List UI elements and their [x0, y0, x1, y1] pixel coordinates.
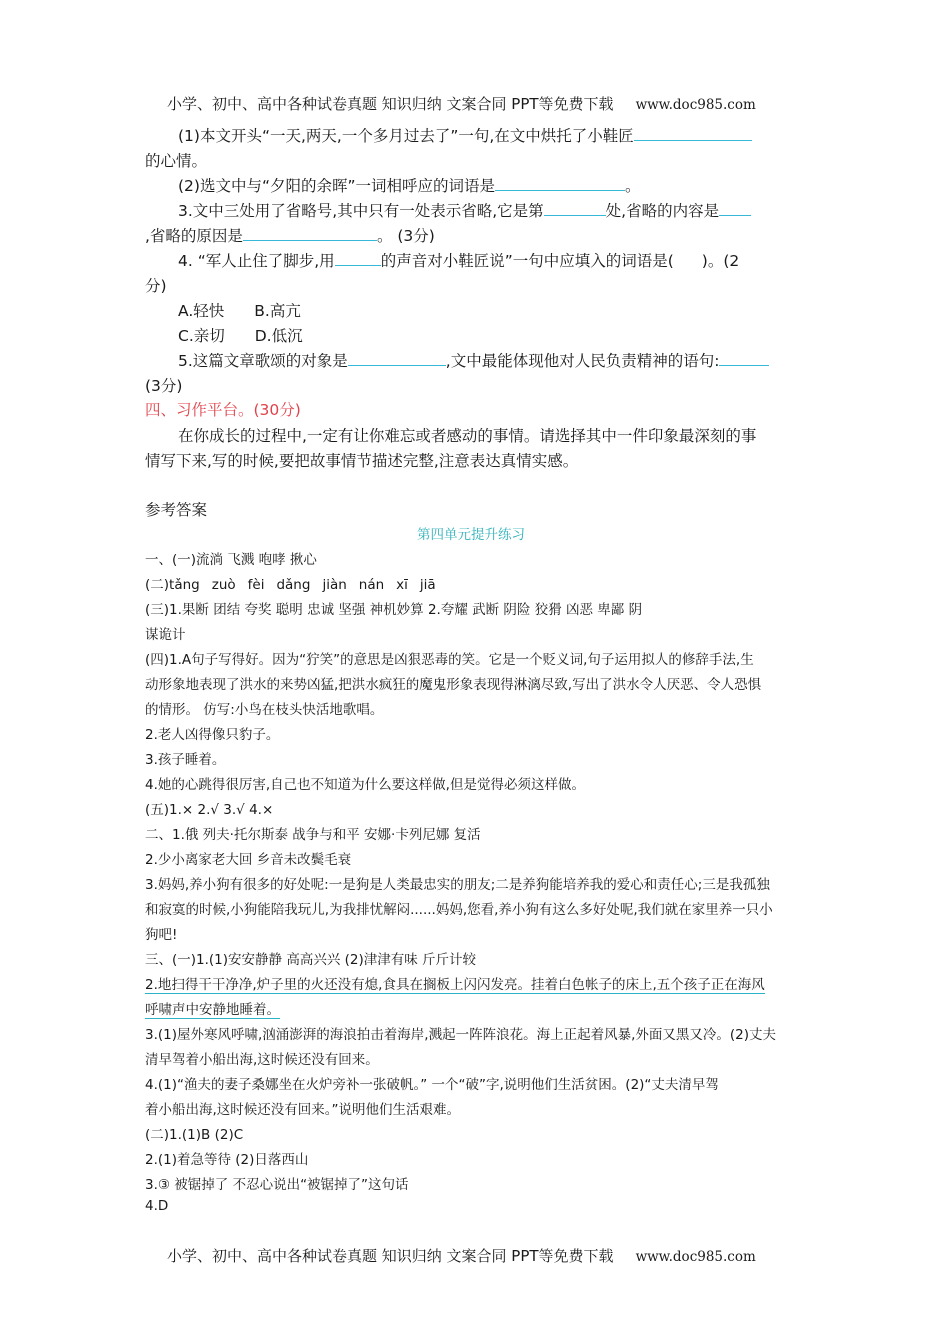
option-row-2: [178, 324, 303, 346]
question-5: 5.这篇文章歌颂的对象是 ,文中最能体现他对人民负责精神的语句:: [178, 349, 769, 371]
answer-3-2-line2: 呼啸声中安静地睡着。: [145, 1002, 280, 1018]
option-c[interactable]: C.亲切: [178, 327, 225, 345]
answer-1-5: (五)1.× 2.√ 3.√ 4.×: [145, 802, 274, 818]
option-b[interactable]: B.高亢: [254, 302, 301, 320]
answer-3-3-line1: 3.(1)屋外寒风呼啸,汹涌澎湃的海浪拍击着海岸,溅起一阵阵浪花。海上正起着风暴,外面又黑又冷。(2)丈夫: [145, 1027, 776, 1043]
essay-prompt-line2: 情写下来,写的时候,要把故事情节描述完整,注意表达真情实感。: [145, 452, 579, 470]
answer-3b-4: 4.D: [145, 1198, 169, 1214]
answer-blank[interactable]: [335, 251, 381, 266]
answer-1-2: (二)tǎng zuò fèi dǎng jiàn nán xī jiā: [145, 577, 436, 593]
footer-text: 小学、初中、高中各种试卷真题 知识归纳 文案合同 PPT等免费下载: [167, 1247, 614, 1265]
header-url: www.doc985.com: [635, 97, 756, 113]
answer-2-2: 2.少小离家老大回 乡音未改鬓毛衰: [145, 852, 352, 868]
answer-3-4-line1: 4.(1)“渔夫的妻子桑娜坐在火炉旁补一张破帆。” 一个“破”字,说明他们生活贫困。(2)“丈夫清早驾: [145, 1077, 719, 1093]
page-header: [167, 93, 756, 114]
answer-2-3-line1: 3.妈妈,养小狗有很多的好处呢:一是狗是人类最忠实的朋友;二是养狗能培养我的爱心和责任心;三是我孤独: [145, 877, 770, 893]
answer-3-2-line1: 2.地扫得干干净净,炉子里的火还没有熄,食具在搁板上闪闪发亮。挂着白色帐子的床上,五个孩子正在海风: [145, 977, 765, 993]
pinyin-item: xī: [396, 577, 408, 593]
pinyin-item: jiā: [419, 577, 436, 593]
pinyin-item: nán: [358, 577, 385, 593]
answer-3b-2: 2.(1)着急等待 (2)日落西山: [145, 1152, 309, 1168]
question-1a-cont: 的心情。: [145, 152, 208, 170]
answer-blank[interactable]: [719, 201, 751, 216]
question-4-cont: 分): [145, 277, 167, 295]
essay-prompt-line1: 在你成长的过程中,一定有让你难忘或者感动的事情。请选择其中一件印象最深刻的事: [178, 427, 757, 445]
answer-1-3-line2: 谋诡计: [145, 627, 186, 643]
answer-blank[interactable]: [719, 351, 769, 366]
footer-url: www.doc985.com: [635, 1249, 756, 1265]
answer-1-3-line1: (三)1.果断 团结 夸奖 聪明 忠诚 坚强 神机妙算 2.夸耀 武断 阴险 狡猾 凶恶 卑鄙 阴: [145, 602, 643, 618]
answer-1-1: 一、(一)流淌 飞溅 咆哮 揪心: [145, 552, 317, 568]
answer-3-1: 三、(一)1.(1)安安静静 高高兴兴 (2)津津有味 斤斤计较: [145, 952, 477, 968]
option-d[interactable]: D.低沉: [254, 327, 303, 345]
pinyin-item: fèi: [247, 577, 265, 593]
pinyin-item: dǎng: [276, 577, 311, 593]
question-4: 4. “军人止住了脚步,用 的声音对小鞋匠说”一句中应填入的词语是( )。(2: [178, 252, 740, 270]
answer-2-1: 二、1.俄 列夫·托尔斯泰 战争与和平 安娜·卡列尼娜 复活: [145, 827, 481, 843]
header-text: 小学、初中、高中各种试卷真题 知识归纳 文案合同 PPT等免费下载: [167, 95, 614, 113]
pinyin-item: zuò: [211, 577, 236, 593]
answers-title: 参考答案: [145, 501, 208, 519]
question-1b: (2)选文中与“夕阳的余晖”一词相呼应的词语是 。: [178, 177, 641, 195]
option-row-1: [178, 299, 301, 321]
answer-1-4-line1: (四)1.A句子写得好。因为“狞笑”的意思是凶狠恶毒的笑。它是一个贬义词,句子运用拟人的修辞手法,生: [145, 652, 754, 668]
answer-blank[interactable]: [348, 351, 446, 366]
answer-3b-1: (二)1.(1)B (2)C: [145, 1127, 244, 1143]
answer-3b-3: 3.③ 被锯掉了 不忍心说出“被锯掉了”这句话: [145, 1177, 409, 1193]
unit-title: 第四单元提升练习: [417, 527, 525, 543]
answer-2-3-line3: 狗吧!: [145, 927, 178, 943]
question-1a: (1)本文开头“一天,两天,一个多月过去了”一句,在文中烘托了小鞋匠: [178, 124, 752, 146]
option-a[interactable]: A.轻快: [178, 302, 225, 320]
answer-blank[interactable]: [495, 176, 625, 191]
answer-blank[interactable]: [544, 201, 606, 216]
section-4-title: 四、习作平台。(30分): [145, 401, 301, 419]
answer-3-3-line2: 清早驾着小船出海,这时候还没有回来。: [145, 1052, 379, 1068]
answer-1-4-2: 2.老人凶得像只豹子。: [145, 727, 280, 743]
answer-3-4-line2: 着小船出海,这时候还没有回来。”说明他们生活艰难。: [145, 1102, 461, 1118]
pinyin-item: tǎng: [169, 577, 200, 593]
question-3-cont: ,省略的原因是 。 (3分): [145, 227, 435, 245]
answer-1-4-3: 3.孩子睡着。: [145, 752, 226, 768]
answer-blank[interactable]: [634, 126, 752, 141]
answer-1-4-4: 4.她的心跳得很厉害,自己也不知道为什么要这样做,但是觉得必须这样做。: [145, 777, 585, 793]
page-footer: [167, 1245, 756, 1266]
question-5-cont: (3分): [145, 377, 183, 395]
answer-1-4-line2: 动形象地表现了洪水的来势凶猛,把洪水疯狂的魔鬼形象表现得淋漓尽致,写出了洪水令人厌恶、令人恐惧: [145, 677, 762, 693]
answer-2-3-line2: 和寂寞的时候,小狗能陪我玩儿,为我排忧解闷......妈妈,您看,养小狗有这么多好处呢,我们就在家里养一只小: [145, 902, 773, 918]
question-3: 3.文中三处用了省略号,其中只有一处表示省略,它是第 处,省略的内容是: [178, 199, 751, 221]
pinyin-item: jiàn: [322, 577, 347, 593]
answer-1-4-line3: 的情形。 仿写:小鸟在枝头快活地歌唱。: [145, 702, 384, 718]
answer-blank[interactable]: [243, 226, 377, 241]
